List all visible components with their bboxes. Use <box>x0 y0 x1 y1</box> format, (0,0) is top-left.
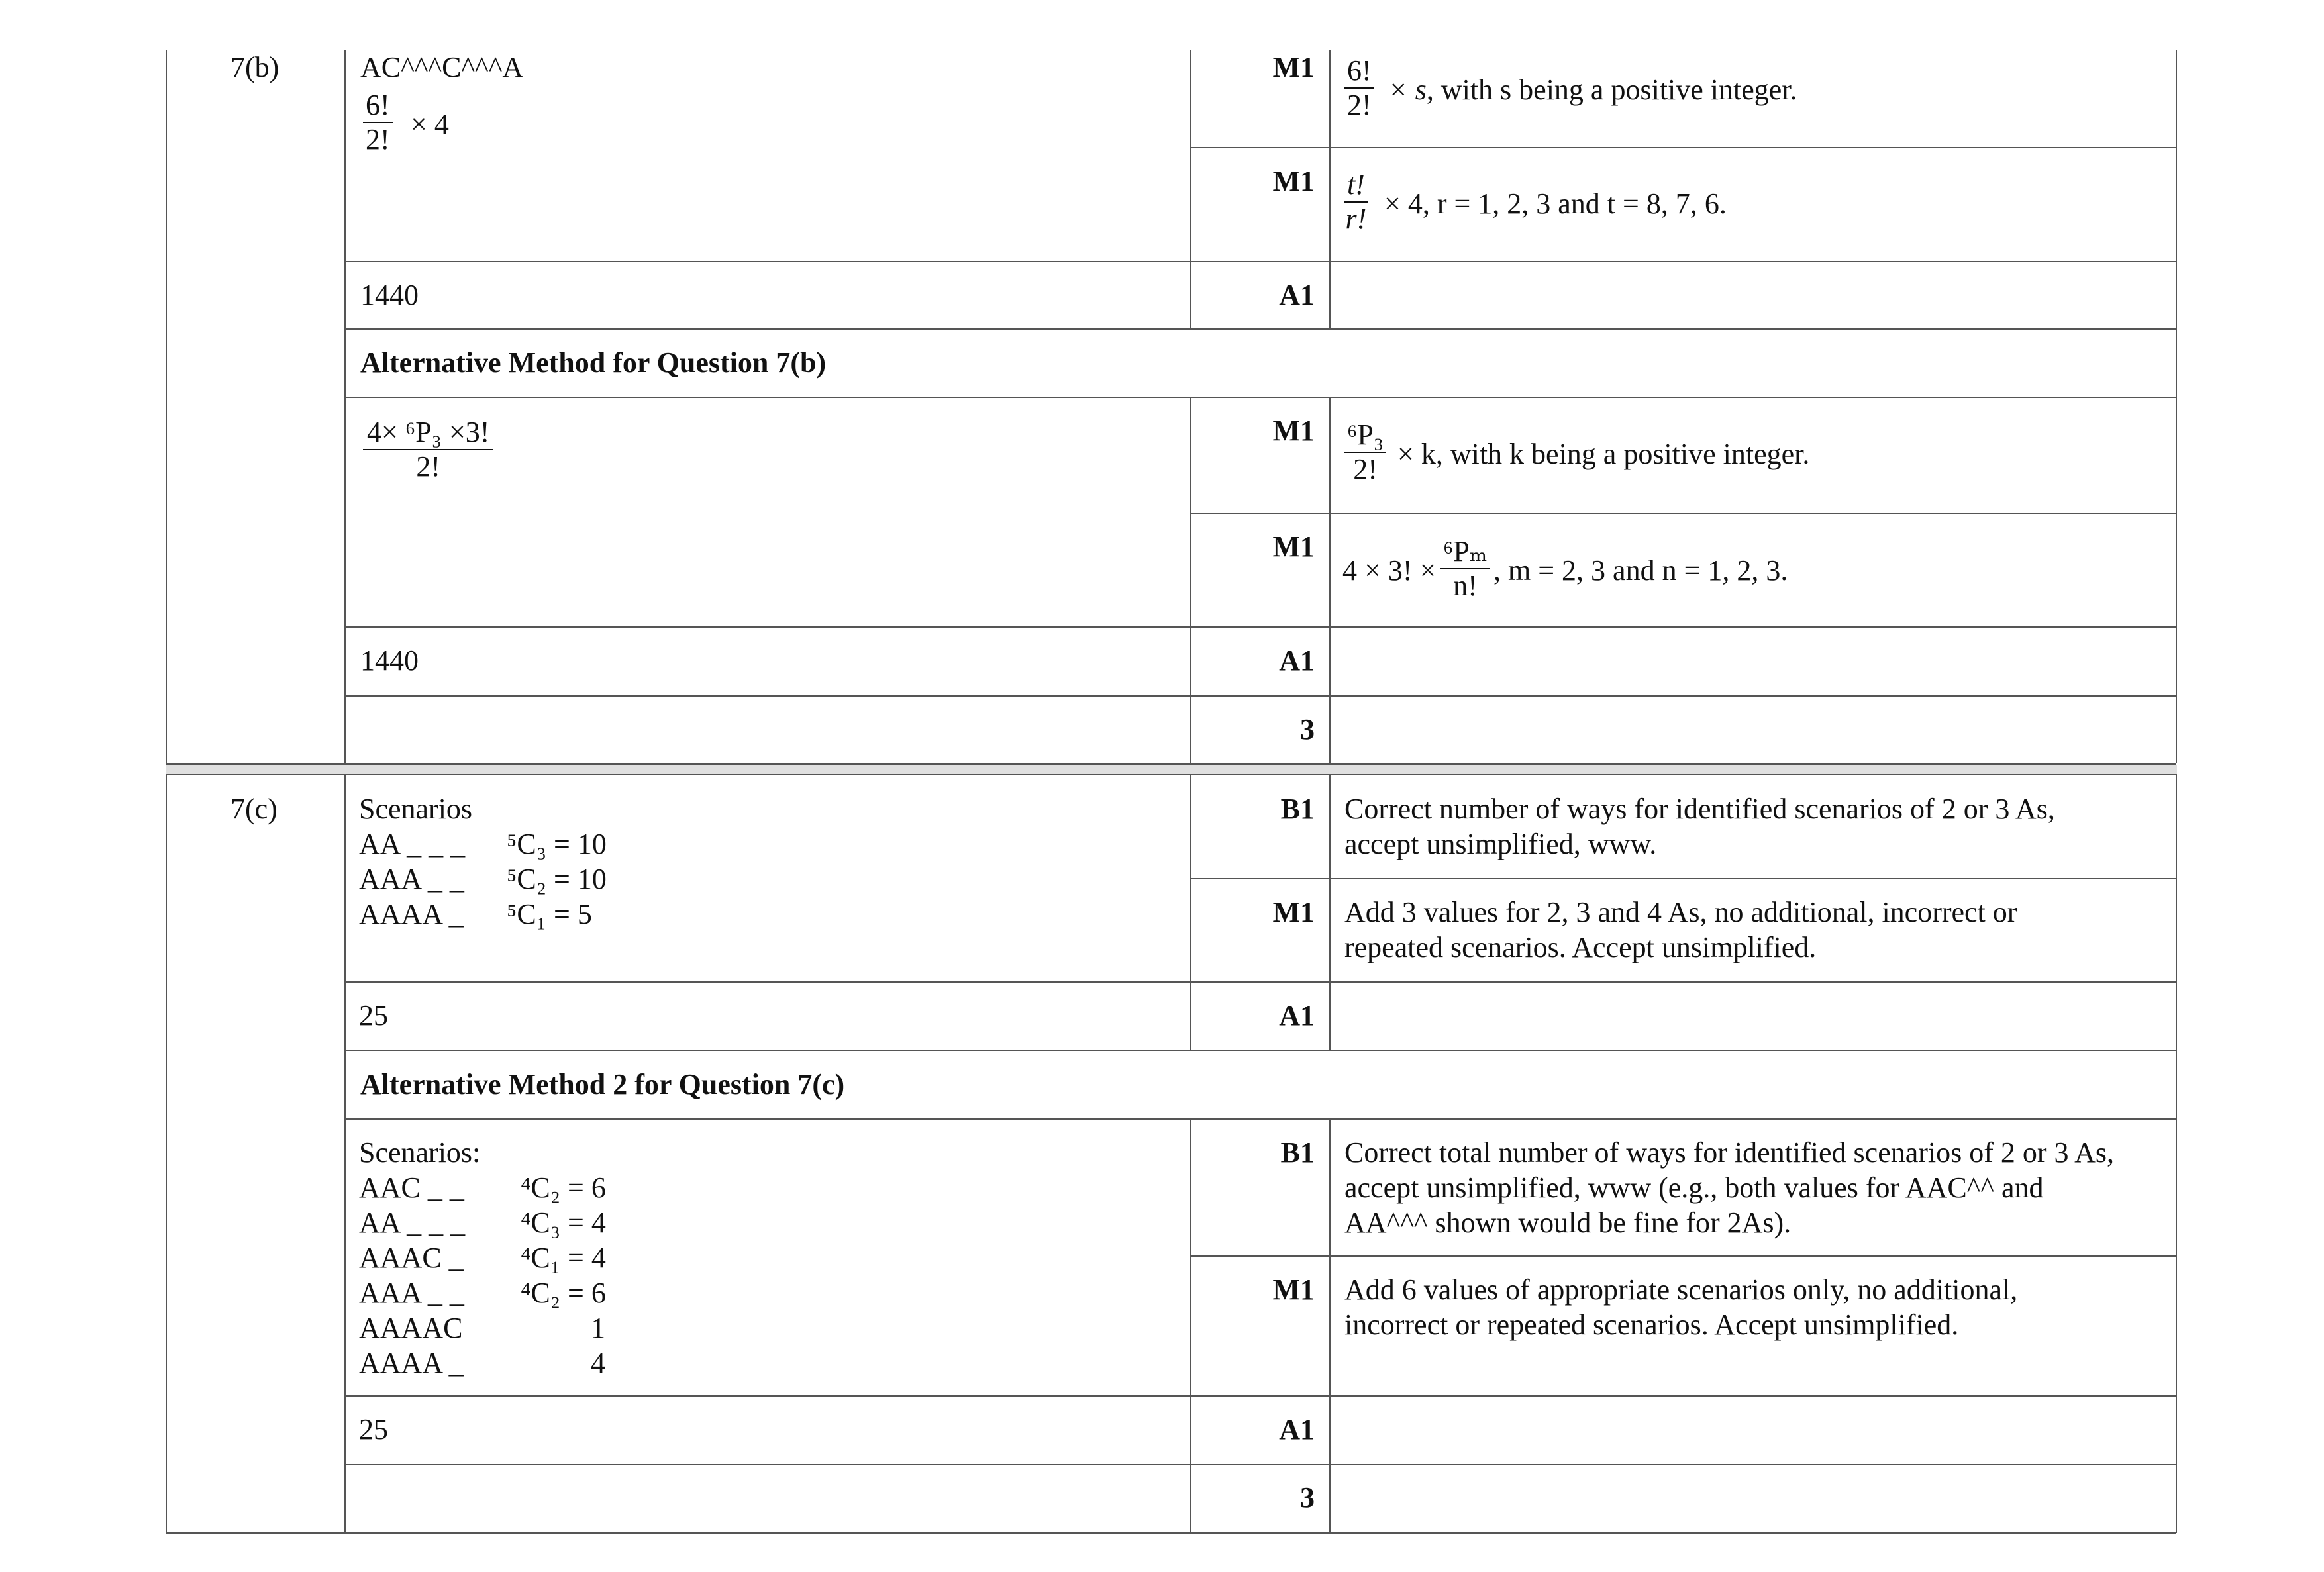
guidance-text: Correct total number of ways for identified scenarios of 2 or 3 As, <box>1344 1136 2115 1169</box>
row-line <box>166 1532 2176 1534</box>
answer-value: 25 <box>359 999 388 1032</box>
fraction-denominator: 2! <box>1347 89 1372 121</box>
guidance-text <box>1388 73 1797 107</box>
scenario-value: ⁵C₂ = 10 <box>507 863 607 895</box>
scenario-value: ⁴C₁ = 4 <box>521 1242 606 1274</box>
row-line <box>344 626 2176 628</box>
row-line <box>166 774 2176 775</box>
scenario-pattern: AAC _ _ <box>359 1171 464 1204</box>
col-divider-1c <box>344 774 346 1533</box>
mark: B1 <box>1280 1136 1315 1169</box>
table-border-left <box>166 50 167 763</box>
mark: A1 <box>1279 999 1315 1032</box>
scenario-value: 4 <box>591 1347 605 1379</box>
row-line <box>344 1464 2176 1465</box>
table-border-right-c <box>2176 774 2177 1533</box>
row-line <box>344 1050 2176 1051</box>
guidance-prefix: × s <box>1388 74 1427 106</box>
mark: M1 <box>1272 1273 1315 1306</box>
row-line <box>344 981 2176 983</box>
scenario-pattern: AAA _ _ <box>359 1277 464 1309</box>
scenario-pattern: AA _ _ _ <box>359 828 466 860</box>
fraction <box>1344 54 1374 122</box>
row-line <box>344 695 2176 697</box>
table-border-right <box>2176 50 2177 763</box>
fraction-denominator: 2! <box>1353 453 1378 485</box>
scenario-pattern: AAA _ _ <box>359 863 464 895</box>
row-line <box>1190 147 2176 148</box>
mark: M1 <box>1272 530 1315 563</box>
scenario-value: ⁴C₃ = 4 <box>521 1206 606 1239</box>
col-divider-3 <box>1329 50 1331 328</box>
question-label: 7(c) <box>230 793 278 825</box>
fraction <box>1344 418 1386 486</box>
fraction-denominator: n! <box>1453 569 1478 602</box>
alt-method-title: Alternative Method for Question 7(b) <box>360 346 827 379</box>
col-divider-1 <box>344 50 346 763</box>
guidance-text: repeated scenarios. Accept unsimplified. <box>1344 931 1817 963</box>
guidance-text: incorrect or repeated scenarios. Accept unsimplified. <box>1344 1308 1959 1341</box>
row-line <box>1190 878 2176 879</box>
scenario-pattern: AAAC _ <box>359 1242 464 1274</box>
col-divider-3d <box>1329 1118 1331 1533</box>
col-divider-2b <box>1190 397 1191 763</box>
guidance-text: , m = 2, 3 and n = 1, 2, 3. <box>1493 554 1788 587</box>
section-separator <box>166 765 2177 774</box>
fraction-numerator: ⁶Pₘ <box>1443 535 1488 567</box>
row-line <box>1190 1255 2176 1257</box>
answer-value: 1440 <box>360 644 419 677</box>
mark: M1 <box>1272 51 1315 83</box>
scenarios-title: Scenarios: <box>359 1136 481 1169</box>
fraction <box>1440 535 1490 603</box>
fraction-numerator: t! <box>1347 168 1365 201</box>
guidance-text: Correct number of ways for identified scenarios of 2 or 3 As, <box>1344 793 2055 825</box>
col-divider-3b <box>1329 397 1331 763</box>
row-line <box>344 1118 2176 1120</box>
scenario-pattern: AA _ _ _ <box>359 1206 466 1239</box>
fraction-denominator: r! <box>1345 203 1367 235</box>
guidance-text: 4 × 3! × <box>1342 554 1437 587</box>
scenario-value: ⁴C₂ = 6 <box>521 1277 606 1309</box>
total-marks: 3 <box>1300 713 1315 746</box>
fraction <box>363 89 393 156</box>
fraction-denominator: 2! <box>366 123 390 156</box>
total-marks: 3 <box>1300 1481 1315 1514</box>
mark: M1 <box>1272 165 1315 197</box>
fraction-numerator: 4× ⁶P₃ ×3! <box>367 416 490 448</box>
fraction-numerator: 6! <box>366 89 390 121</box>
mark: B1 <box>1280 793 1315 825</box>
scenario-value: 1 <box>591 1312 605 1344</box>
row-line <box>344 328 2176 330</box>
scenario-value: ⁵C₁ = 5 <box>507 898 592 930</box>
scenario-pattern: AAAA _ <box>359 1347 464 1379</box>
scenario-value: ⁴C₂ = 6 <box>521 1171 606 1204</box>
guidance-text: Add 3 values for 2, 3 and 4 As, no additional, incorrect or <box>1344 896 2017 928</box>
mark: M1 <box>1272 415 1315 447</box>
col-divider-2 <box>1190 50 1191 328</box>
fraction <box>1344 168 1368 236</box>
working-text: × 4 <box>411 108 449 140</box>
guidance-text: Add 6 values of appropriate scenarios only, no additional, <box>1344 1273 2018 1306</box>
guidance-text: AA^^^ shown would be fine for 2As). <box>1344 1206 1792 1239</box>
guidance-text: × k, with k being a positive integer. <box>1397 438 1810 470</box>
guidance-text: × 4, r = 1, 2, 3 and t = 8, 7, 6. <box>1384 187 1727 220</box>
fraction-denominator: 2! <box>416 450 441 483</box>
row-line <box>1190 513 2176 514</box>
fraction <box>363 416 493 483</box>
guidance-text: accept unsimplified, www (e.g., both values for AAC^^ and <box>1344 1171 2044 1204</box>
col-divider-3c <box>1329 774 1331 1050</box>
mark: A1 <box>1279 644 1315 677</box>
scenarios-title: Scenarios <box>359 793 473 825</box>
guidance-text: accept unsimplified, www. <box>1344 828 1657 860</box>
row-line <box>344 261 2176 262</box>
row-line <box>344 1395 2176 1397</box>
mark: A1 <box>1279 1413 1315 1446</box>
table-border-left-c <box>166 774 167 1533</box>
scenario-value: ⁵C₃ = 10 <box>507 828 607 860</box>
row-line <box>344 397 2176 398</box>
mark: A1 <box>1279 279 1315 311</box>
alt-method-title: Alternative Method 2 for Question 7(c) <box>360 1068 845 1101</box>
col-divider-2d <box>1190 1118 1191 1533</box>
col-divider-2c <box>1190 774 1191 1050</box>
fraction-numerator: ⁶P₃ <box>1347 418 1384 451</box>
guidance-text: , with s being a positive integer. <box>1426 74 1797 106</box>
scenario-pattern: AAAA _ <box>359 898 464 930</box>
answer-value: 1440 <box>360 279 419 311</box>
answer-value: 25 <box>359 1413 388 1446</box>
scenario-pattern: AAAAC <box>359 1312 463 1344</box>
fraction-numerator: 6! <box>1347 54 1372 87</box>
working-text: AC^^^C^^^A <box>360 51 524 83</box>
question-label: 7(b) <box>230 51 279 83</box>
mark: M1 <box>1272 896 1315 928</box>
